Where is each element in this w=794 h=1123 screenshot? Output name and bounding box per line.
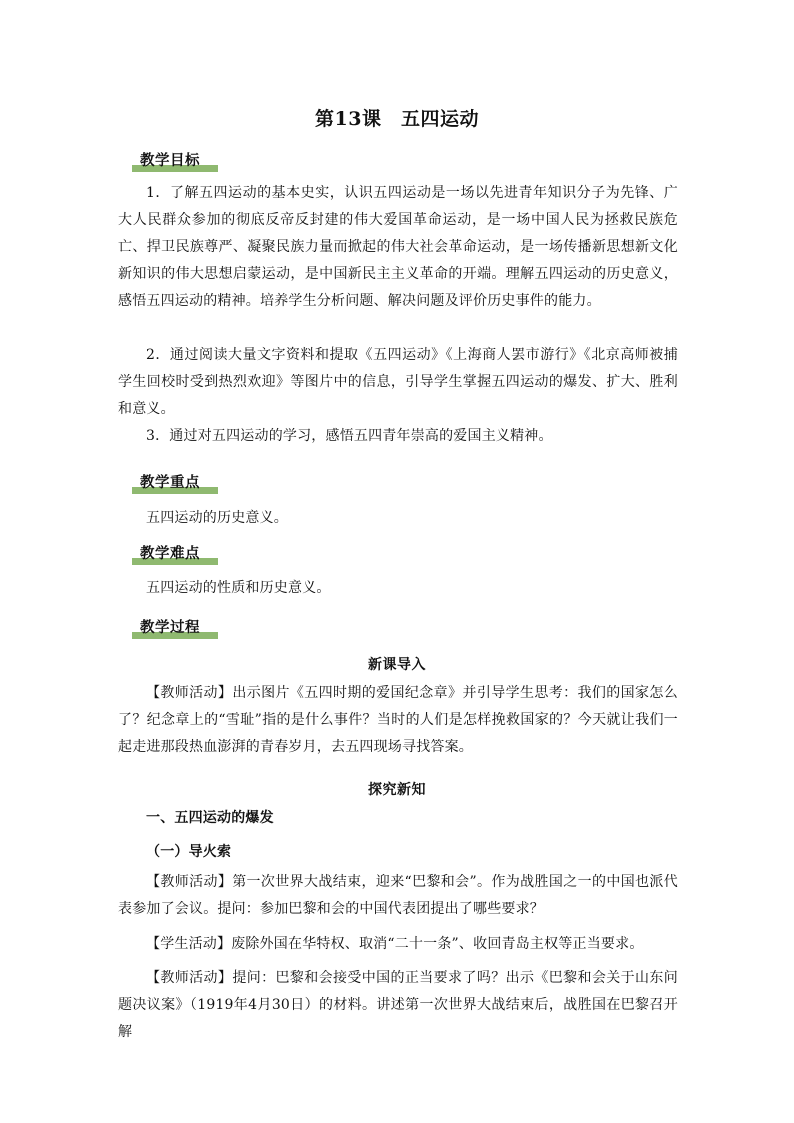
activity-tag: 【教师活动】 [146,685,233,701]
section-label-goals: 教学目标 [140,152,200,169]
activity-text: 提问：巴黎和会接受中国的正当要求了吗？出示《巴黎和会关于山东问题决议案》（1919年4月30日）的材料。讲述第一次世界大战结束后，战胜国在巴黎召开解 [118,970,679,1040]
section-heading-key [132,472,218,494]
section-label-process: 教学过程 [140,619,200,636]
section-label-difficulty: 教学难点 [140,545,200,562]
goal-paragraph-1: 1．了解五四运动的基本史实，认识五四运动是一场以先进青年知识分子为先锋、广大人民群众参加的彻底反帝反封建的伟大爱国革命运动，是一场中国人民为拯救民族危亡、捍卫民族尊严、凝聚民族力量而掀起的伟大社会革命运动，是一场传播新思想新文化新知识的伟大思想启蒙运动，是中国新民主主义革命的开端。理解五四运动的历史意义，感悟五四运动的精神。培养学生分析问题、解决问题及评价历史事件的能力。 [118,185,678,309]
activity-paragraph-2 [118,931,678,958]
section-heading-goals [132,150,218,172]
sub1-heading: （一）导火索 [146,844,232,860]
activity-paragraph-1 [118,869,678,923]
activity-text: 出示图片《五四时期的爱国纪念章》并引导学生思考：我们的国家怎么了？纪念章上的“雪耻”指的是什么事件？当时的人们是怎样挽救国家的？今天就让我们一起走进那段热血澎湃的青春岁月，去五四现场寻找答案。 [118,685,679,755]
section-heading-difficulty [132,543,218,565]
section-heading-process [132,617,218,639]
activity-tag: 【教师活动】 [146,874,233,890]
activity-text: 第一次世界大战结束，迎来“巴黎和会”。作为战胜国之一的中国也派代表参加了会议。提问：参加巴黎和会的中国代表团提出了哪些要求？ [118,874,678,917]
activity-paragraph-3 [118,965,678,1046]
part1-heading: 一、五四运动的爆发 [146,810,274,826]
difficult-point-text: 五四运动的性质和历史意义。 [146,580,331,596]
activity-text: 废除外国在华特权、取消“二十一条”、收回青岛主权等正当要求。 [231,936,644,952]
intro-paragraph [118,680,678,761]
key-point-text: 五四运动的历史意义。 [146,510,288,526]
intro-heading: 新课导入 [368,657,426,673]
section-label-key: 教学重点 [140,474,200,491]
activity-tag: 【教师活动】 [146,970,233,986]
goal-paragraph-2: 2．通过阅读大量文字资料和提取《五四运动》《上海商人罢市游行》《北京高师被捕学生回校时受到热烈欢迎》等图片中的信息，引导学生掌握五四运动的爆发、扩大、胜利和意义。 [118,347,678,417]
explore-heading: 探究新知 [368,782,426,798]
activity-tag: 【学生活动】 [146,936,232,952]
lesson-title: 第13课 五四运动 [315,108,479,130]
goal-paragraph-3: 3．通过对五四运动的学习，感悟五四青年崇高的爱国主义精神。 [146,428,553,444]
